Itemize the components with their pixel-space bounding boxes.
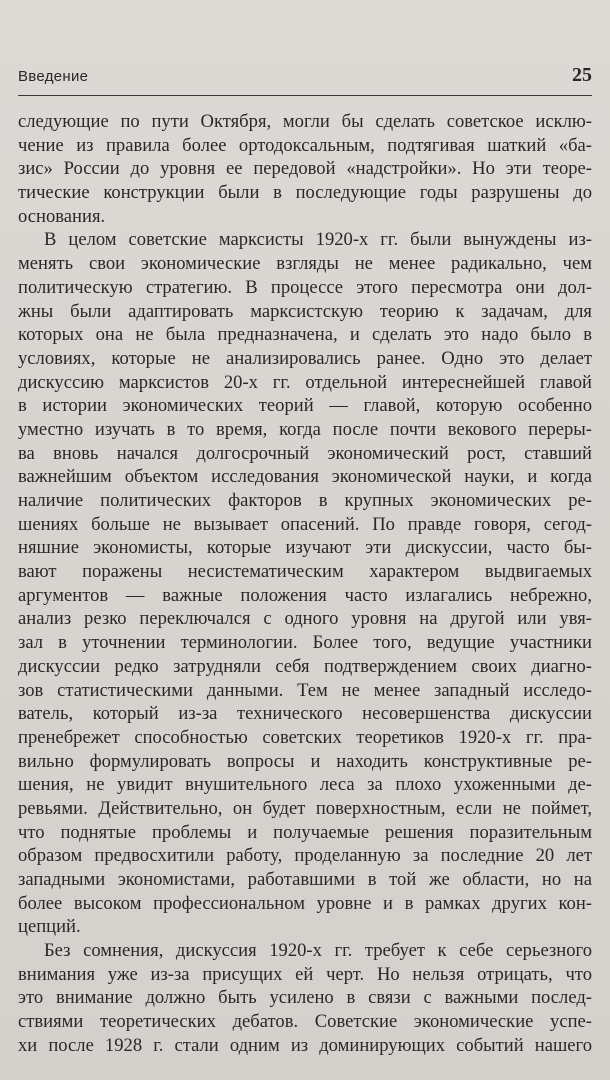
text-line: уместно изучать в то время, когда после почти векового переры-: [18, 418, 592, 440]
text-line: основания.: [18, 205, 106, 227]
text-line: Без сомнения, дискуссия 1920-х гг. требует к себе серьезного: [44, 940, 592, 962]
text-line: вильно формулировать вопросы и находить конструктивные ре-: [18, 750, 592, 772]
text-line: чение из правила более ортодоксальным, подтягивая шаткий «ба-: [18, 134, 592, 156]
text-line: что поднятые проблемы и получаемые решения поразительным: [18, 821, 592, 843]
text-line: образом предвосхитили работу, проделанную за последние 20 лет: [18, 845, 592, 867]
text-line: жны были адаптировать марксистскую теорию к задачам, для: [18, 300, 592, 322]
section-title: Введение: [18, 68, 89, 85]
text-line: цепций.: [18, 916, 81, 938]
text-line: пренебрежет способностью советских теоретиков 1920-х гг. пра-: [18, 726, 592, 748]
text-line: хи после 1928 г. стали одним из доминирующих событий нашего: [18, 1034, 592, 1056]
text-line: это внимание должно быть усилено в связи с важными послед-: [18, 987, 592, 1009]
text-line: шения, не увидит внушительного леса за плохо ухоженными де-: [18, 774, 592, 796]
header-rule: [18, 95, 592, 96]
text-line: западными экономистами, работавшими в той же области, но на: [18, 869, 592, 890]
text-line: которых она не была предназначена, и сделать это надо было в: [18, 324, 592, 346]
text-line: дискуссии редко затрудняли себя подтверждением своих диагно-: [18, 655, 592, 677]
text-line: тические конструкции были в последующие годы разрушены до: [18, 182, 592, 204]
text-line: няшние экономисты, которые изучают эти дискуссии, часто бы-: [18, 537, 592, 559]
text-line: аргументов — важные положения часто излагались небрежно,: [18, 584, 592, 606]
text-line: анализ резко переключался с одного уровня на другой или увя-: [18, 608, 592, 630]
text-line: важнейшим объектом исследования экономической науки, и когда: [18, 466, 592, 488]
text-line: более высоком профессиональном уровне и в рамках других кон-: [18, 892, 592, 914]
text-line: шениях больше не вызывает опасений. По правде говоря, сегод-: [18, 513, 592, 535]
text-line: ревьями. Действительно, он будет поверхностным, если не поймет,: [18, 797, 592, 819]
text-line: условиях, которые не анализировались ранее. Одно это делает: [18, 347, 592, 369]
page-number: 25: [572, 64, 592, 86]
text-line: ствиями теоретических дебатов. Советские экономические успе-: [18, 1011, 592, 1033]
text-line: дискуссию марксистов 20-х гг. отдельной интереснейшей главой: [18, 371, 592, 393]
text-line: В целом советские марксисты 1920-х гг. были вынуждены из-: [44, 229, 592, 251]
text-line: зов статистическими данными. Тем не менее западный исследо-: [18, 679, 592, 701]
text-line: зал в уточнении терминологии. Более того, ведущие участники: [18, 632, 592, 654]
text-line: следующие по пути Октября, могли бы сделать советское исклю-: [18, 111, 592, 132]
text-line: зис» России до уровня ее передовой «надстройки». Но эти теоре-: [18, 158, 592, 180]
body-text: [18, 110, 592, 1058]
running-header: [18, 66, 592, 92]
text-line: менять свои экономические взгляды не менее радикально, чем: [18, 253, 592, 275]
text-line: политическую стратегию. В процессе этого пересмотра они дол-: [18, 276, 592, 298]
text-line: ватель, который из-за технического несовершенства дискуссии: [18, 703, 592, 725]
text-line: вают поражены несистематическим характером выдвигаемых: [18, 561, 592, 583]
text-line: наличие политических факторов в крупных экономических ре-: [18, 490, 592, 511]
text-line: внимания уже из-за присущих ей черт. Но нельзя отрицать, что: [18, 963, 592, 985]
text-line: в истории экономических теорий — главой, которую особенно: [18, 395, 592, 417]
text-line: ва вновь начался долгосрочный экономический рост, ставший: [18, 442, 592, 464]
